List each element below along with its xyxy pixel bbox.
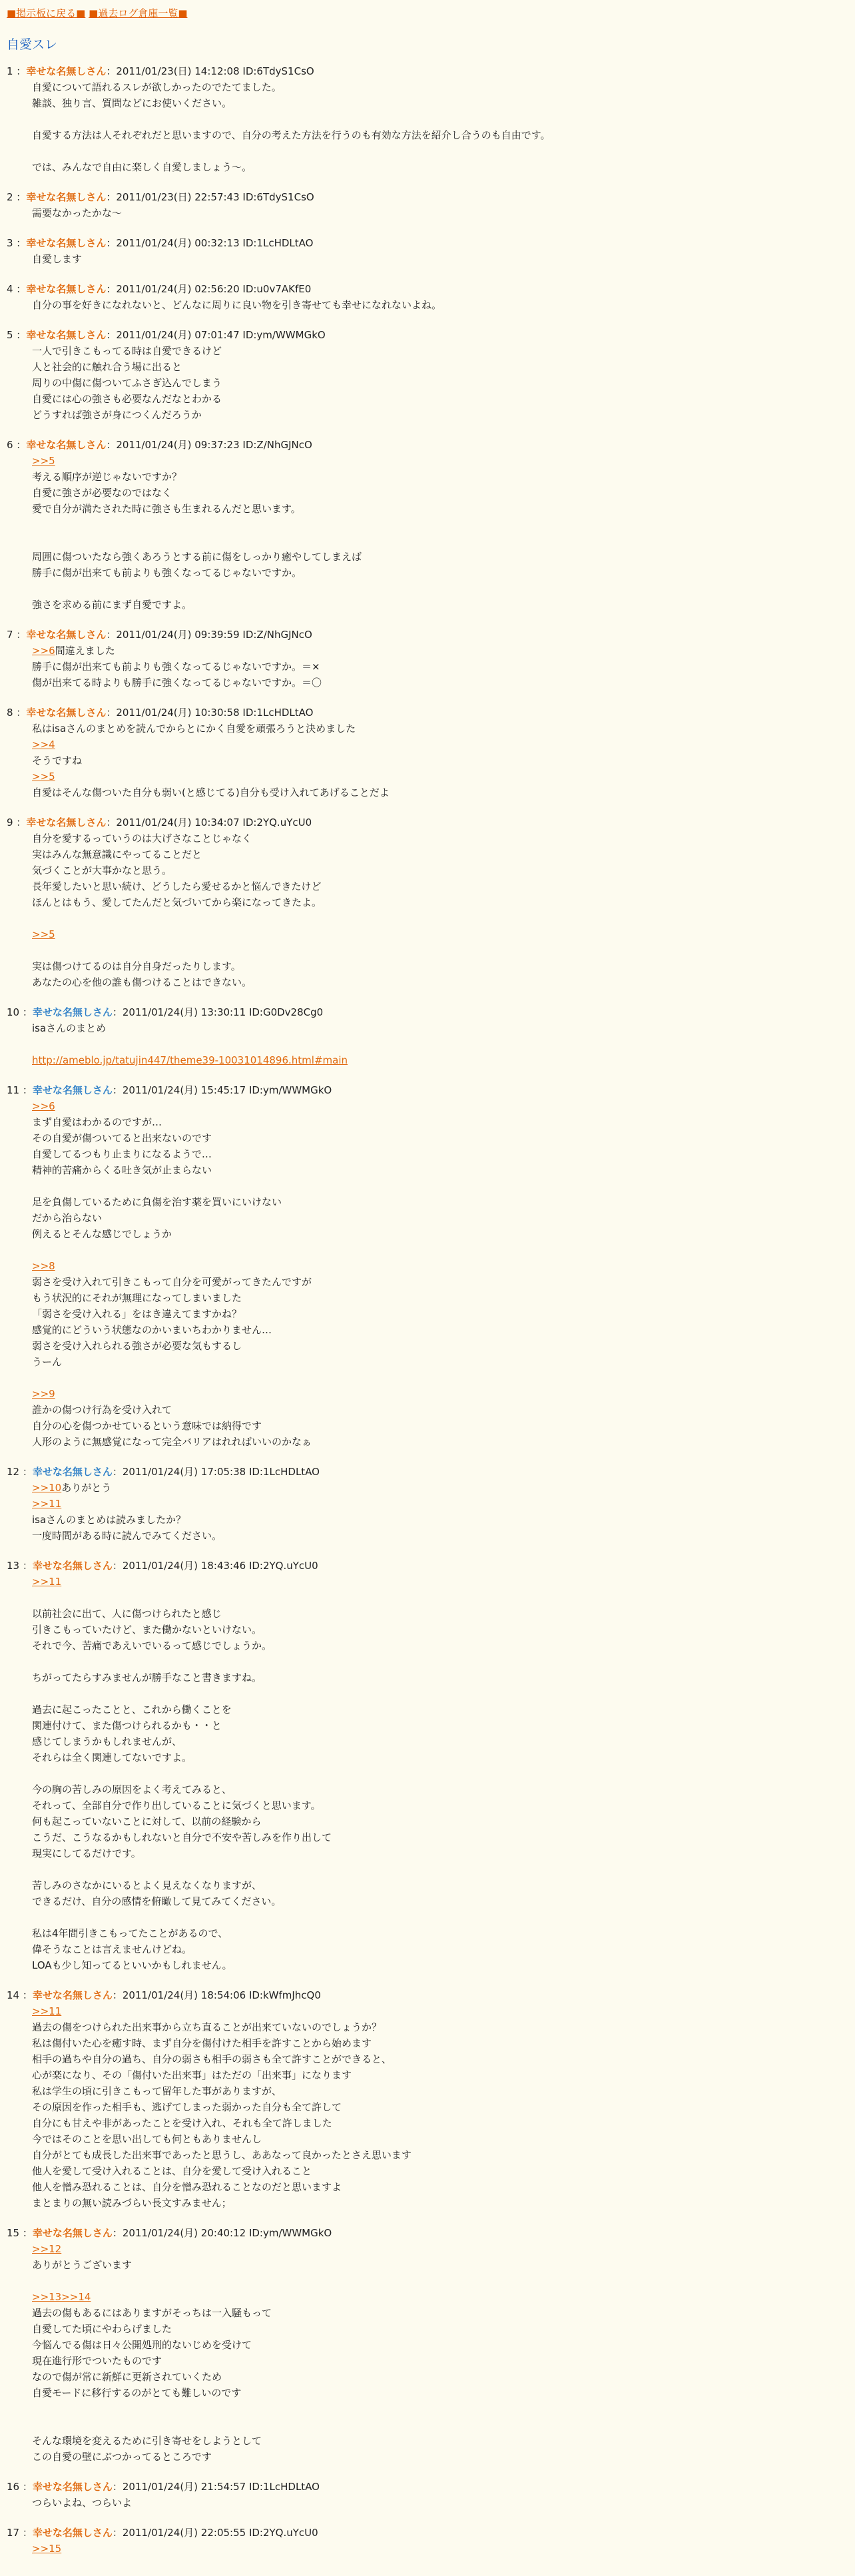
post-header	[7, 235, 848, 251]
post-line: なので傷が常に新鮮に更新されていくため	[32, 2371, 222, 2383]
post-line: 間違えました	[55, 645, 115, 657]
post-line: 現在進行形でついたものです	[32, 2355, 162, 2367]
post-line: その原因を作った相手も、逃げてしまった弱かった自分も全て許して	[32, 2101, 342, 2113]
post	[7, 1987, 848, 2211]
poster-name[interactable]: 幸せな名無しさん	[26, 283, 107, 295]
post-body	[32, 830, 848, 990]
blank-line	[32, 1686, 848, 1702]
past-log-link[interactable]: ■過去ログ倉庫一覧■	[89, 7, 188, 19]
post-line: 私は傷付いた心を癒す時、まず自分を傷付けた相手を許すことから始めます	[32, 2037, 372, 2049]
post-line: 勝手に傷が出来ても前よりも強くなってるじゃないですか。＝×	[32, 661, 320, 673]
reply-anchor-link[interactable]: >>6	[32, 645, 55, 657]
post-number: 16 ：	[7, 2481, 33, 2493]
post-header	[7, 1004, 848, 1020]
reply-anchor-link[interactable]: >>11	[32, 1498, 62, 1510]
blank-line	[32, 2417, 848, 2433]
post-line: 精神的苦痛からくる吐き気が止まらない	[32, 1164, 212, 1176]
post-line-with-anchor	[32, 1496, 848, 1512]
post-line: 周囲に傷ついたなら強くあろうとする前に傷をしっかり癒やしてしまえば	[32, 551, 362, 563]
post-line-with-anchor	[32, 2241, 848, 2257]
post-line-with-anchor	[32, 926, 848, 942]
post-line: 何も起こっていないことに対して、以前の経験から	[32, 1815, 262, 1827]
post-line-with-anchor	[32, 453, 848, 469]
post-line: 心が楽になり、その「傷付いた出来事」はただの「出来事」になります	[32, 2069, 352, 2081]
post-line: 自愛してるつもり止まりになるようで…	[32, 1148, 212, 1160]
post-line: 私は4年間引きこもってたことがあるので、	[32, 1927, 228, 1939]
post-line: 気づくことが大事かなと思う。	[32, 864, 172, 876]
post	[7, 281, 848, 313]
post-line: 苦しみのさなかにいるとよく見えなくなりますが、	[32, 1879, 262, 1891]
reply-anchor-link[interactable]: >>8	[32, 1260, 55, 1272]
post-number: 1 ：	[7, 65, 27, 77]
post-line: そんな環境を変えるために引き寄せをしようとして	[32, 2435, 262, 2447]
blank-line	[32, 1909, 848, 1925]
post-line: isaさんのまとめ	[32, 1022, 107, 1034]
reply-anchor-link[interactable]: >>6	[32, 1100, 55, 1112]
post-body	[32, 1574, 848, 1973]
blank-line	[32, 942, 848, 958]
post-line: 傷が出来てる時よりも勝手に強くなってるじゃないですか。＝〇	[32, 677, 322, 689]
post-header	[7, 2525, 848, 2541]
post-number: 12 ：	[7, 1466, 33, 1478]
post-line-with-anchor	[32, 1480, 848, 1496]
post-line: ありがとう	[61, 1482, 112, 1494]
post-line: それって、全部自分で作り出していることに気づくと思います。	[32, 1799, 321, 1811]
url-link[interactable]: http://ameblo.jp/tatujin447/theme39-10031014896.html#main	[32, 1054, 348, 1066]
reply-anchor-link[interactable]: >>13>>14	[32, 2291, 91, 2303]
post-date-id: ：2011/01/24(月) 07:01:47 ID:ym/WWMGkO	[106, 329, 326, 341]
blank-line	[32, 143, 848, 159]
post-line: 今の胸の苦しみの原因をよく考えてみると、	[32, 1783, 232, 1795]
post	[7, 1558, 848, 1973]
post-line: うーん	[32, 1356, 63, 1368]
poster-name[interactable]: 幸せな名無しさん	[26, 329, 107, 341]
reply-anchor-link[interactable]: >>9	[32, 1388, 55, 1400]
blank-line	[32, 533, 848, 549]
post-number: 17 ：	[7, 2527, 33, 2539]
post-body	[32, 2241, 848, 2465]
post-date-id: ：2011/01/24(月) 09:39:59 ID:Z/NhGJNcO	[106, 629, 312, 641]
post-date-id: ：2011/01/24(月) 15:45:17 ID:ym/WWMGkO	[112, 1084, 332, 1096]
poster-name[interactable]: 幸せな名無しさん	[26, 237, 107, 249]
post-line: 自愛します	[32, 253, 83, 265]
post-line: 過去に起こったことと、これから働くことを	[32, 1704, 232, 1716]
blank-line	[32, 1590, 848, 1606]
post-body	[32, 643, 848, 691]
poster-name[interactable]: 幸せな名無しさん	[32, 2227, 113, 2239]
post-header	[7, 627, 848, 643]
post-line: では、みんなで自由に楽しく自愛しましょう～。	[32, 161, 252, 173]
post-line: 過去の傷もあるにはありますがそっちは一入騒もって	[32, 2307, 272, 2319]
post-line: 関連付けて、また傷つけられるかも・・と	[32, 1720, 222, 1732]
post-line: ありがとうございます	[32, 2259, 133, 2271]
post-line: 実はみんな無意識にやってることだと	[32, 848, 202, 860]
post-line: 過去の傷をつけられた出来事から立ち直ることが出来ていないのでしょうか？	[32, 2021, 382, 2033]
blank-line	[32, 1242, 848, 1258]
post-line: この自愛の壁にぶつかってるところです	[32, 2451, 212, 2463]
post-line: つらいよね、つらいよ	[32, 2497, 133, 2509]
blank-line	[32, 2273, 848, 2289]
post-date-id: ：2011/01/24(月) 18:43:46 ID:2YQ.uYcU0	[112, 1560, 318, 1572]
post-line: 愛で自分が満たされた時に強さも生まれるんだと思います。	[32, 503, 301, 515]
post-line-with-anchor	[32, 769, 848, 785]
post-body	[32, 1020, 848, 1068]
poster-name[interactable]: 幸せな名無しさん	[26, 439, 107, 451]
reply-anchor-link[interactable]: >>15	[32, 2543, 62, 2555]
post-body	[32, 251, 848, 267]
post	[7, 189, 848, 221]
poster-name[interactable]: 幸せな名無しさん	[32, 1084, 113, 1096]
post-line: あなたの心を他の誰も傷つけることはできない。	[32, 976, 252, 988]
blank-line	[32, 1036, 848, 1052]
blank-line	[32, 1654, 848, 1670]
post-header	[7, 1987, 848, 2003]
post-date-id: ：2011/01/24(月) 22:05:55 ID:2YQ.uYcU0	[112, 2527, 318, 2539]
post-line: 現実にしてるだけです。	[32, 1847, 141, 1859]
post-date-id: ：2011/01/23(日) 14:12:08 ID:6TdyS1CsO	[106, 65, 314, 77]
reply-anchor-link[interactable]: >>4	[32, 739, 55, 751]
post-body	[32, 2495, 848, 2511]
post-number: 13 ：	[7, 1560, 33, 1572]
post-number: 14 ：	[7, 1989, 33, 2001]
blank-line	[32, 1178, 848, 1194]
post	[7, 2525, 848, 2557]
post-line: だから治らない	[32, 1212, 103, 1224]
post-line: まず自愛はわかるのですが…	[32, 1116, 162, 1128]
post	[7, 1004, 848, 1068]
post-date-id: ：2011/01/24(月) 02:56:20 ID:u0v7AKfE0	[106, 283, 312, 295]
poster-name[interactable]: 幸せな名無しさん	[32, 1466, 113, 1478]
post	[7, 2479, 848, 2511]
post-header	[7, 1558, 848, 1574]
post-date-id: ：2011/01/24(月) 17:05:38 ID:1LcHDLtAO	[112, 1466, 320, 1478]
post-number: 15 ：	[7, 2227, 33, 2239]
post-line: 自分の心を傷つかせているという意味では納得です	[32, 1420, 262, 1432]
post-line: 以前社会に出て、人に傷つけられたと感じ	[32, 1608, 222, 1620]
post-number: 8 ：	[7, 707, 27, 719]
post-line: 自愛してた頃にやわらげました	[32, 2323, 172, 2335]
post-line: 今ではそのことを思い出しても何ともありませんし	[32, 2133, 262, 2145]
post-line: 人と社会的に触れ合う場に出ると	[32, 361, 182, 373]
post-line: ちがってたらすみませんが勝手なこと書きますね。	[32, 1672, 262, 1684]
post-line: 偉そうなことは言えませんけどね。	[32, 1943, 192, 1955]
post-line: どうすれば強さが身につくんだろうか	[32, 409, 202, 421]
poster-name[interactable]: 幸せな名無しさん	[32, 1560, 113, 1572]
post-line: 雑談、独り言、質問などにお使いください。	[32, 97, 232, 109]
post	[7, 814, 848, 990]
post-line: 私はisaさんのまとめを読んでからとにかく自愛を頑張ろうと決めました	[32, 723, 356, 735]
post-date-id: ：2011/01/24(月) 18:54:06 ID:kWfmJhcQ0	[112, 1989, 321, 2001]
post-line-with-anchor	[32, 1386, 848, 1402]
post-line: isaさんのまとめは読みましたか？	[32, 1514, 186, 1526]
post-header	[7, 2479, 848, 2495]
post-header	[7, 814, 848, 830]
post-line: 自分がとても成長した出来事であったと思うし、ああなって良かったとさえ思います	[32, 2149, 412, 2161]
blank-line	[32, 1766, 848, 1781]
post-line: 自分の事を好きになれないと、どんなに周りに良い物を引き寄せても幸せになれないよね。	[32, 299, 442, 311]
post-line: 誰かの傷つけ行為を受け入れて	[32, 1404, 172, 1416]
post-line: 自愛には心の強さも必要なんだなとわかる	[32, 393, 222, 405]
post-line: こうだ、こうなるかもしれないと自分で不安や苦しみを作り出して	[32, 1831, 332, 1843]
reply-anchor-link[interactable]: >>11	[32, 1576, 62, 1588]
post-line-with-anchor	[32, 737, 848, 753]
post-number: 2 ：	[7, 191, 27, 203]
post-line: もう状況的にそれが無理になってしまいました	[32, 1292, 242, 1304]
post-line: まとまりの無い読みづらい長文すみません；	[32, 2197, 232, 2209]
post-line-with-anchor	[32, 2289, 848, 2305]
post-line: 一度時間がある時に読んでみてください。	[32, 1530, 222, 1542]
post-line: 自愛する方法は人それぞれだと思いますので、自分の考えた方法を行うのも有効な方法を紹介し合うのも自由です。	[32, 129, 551, 141]
post-line: 自分を愛するっていうのは大げさなことじゃなく	[32, 832, 252, 844]
post-line: LOAも少し知ってるといいかもしれません。	[32, 1959, 232, 1971]
post	[7, 2225, 848, 2465]
post-line: 弱さを受け入れられる強さが必要な気もするし	[32, 1340, 242, 1352]
post-date-id: ：2011/01/24(月) 10:30:58 ID:1LcHDLtAO	[106, 707, 314, 719]
post-header	[7, 63, 848, 79]
poster-name[interactable]: 幸せな名無しさん	[26, 816, 107, 828]
post-date-id: ：2011/01/24(月) 09:37:23 ID:Z/NhGJNcO	[106, 439, 312, 451]
reply-anchor-link[interactable]: >>10	[32, 1482, 62, 1494]
post-line: 他人を憎み恐れることは、自分を憎み恐れることなのだと思いますよ	[32, 2181, 342, 2193]
post-line: 相手の過ちや自分の過ち、自分の弱さも相手の弱さも全て許すことができると、	[32, 2053, 392, 2065]
post-body	[32, 343, 848, 423]
post-number: 4 ：	[7, 283, 27, 295]
post-line: それで今、苦痛であえいでいるって感じでしょうか。	[32, 1640, 272, 1652]
poster-name[interactable]: 幸せな名無しさん	[26, 707, 107, 719]
post	[7, 1082, 848, 1450]
poster-name[interactable]: 幸せな名無しさん	[32, 1006, 113, 1018]
blank-line	[32, 1861, 848, 1877]
post	[7, 627, 848, 691]
post-number: 10 ：	[7, 1006, 33, 1018]
post-body	[32, 79, 848, 175]
post-line: 「弱さを受け入れる」をはき違えてますかね？	[32, 1308, 242, 1320]
post-line: 自分にも甘えや非があったことを受け入れ、それも全て許しました	[32, 2117, 332, 2129]
reply-anchor-link[interactable]: >>11	[32, 2005, 62, 2017]
post-number: 3 ：	[7, 237, 27, 249]
post-line: 周りの中傷に傷ついてふさぎ込んでしまう	[32, 377, 222, 389]
post-header	[7, 189, 848, 205]
poster-name[interactable]: 幸せな名無しさん	[32, 2527, 113, 2539]
post	[7, 235, 848, 267]
post-line-with-anchor	[32, 1258, 848, 1274]
post-line: 実は傷つけてるのは自分自身だったりします。	[32, 960, 241, 972]
post-line: 長年愛したいと思い続け、どうしたら愛せるかと悩んできたけど	[32, 880, 322, 892]
reply-anchor-link[interactable]: >>5	[32, 455, 55, 467]
post-line: 他人を愛して受け入れることは、自分を愛して受け入れること	[32, 2165, 312, 2177]
post-header	[7, 281, 848, 297]
blank-line	[32, 517, 848, 533]
post	[7, 327, 848, 423]
blank-line	[32, 2401, 848, 2417]
post-date-id: ：2011/01/24(月) 13:30:11 ID:G0Dv28Cg0	[112, 1006, 324, 1018]
post-body	[32, 1098, 848, 1450]
post-line-with-anchor	[32, 1574, 848, 1590]
post-list	[7, 63, 848, 2557]
post-number: 5 ：	[7, 329, 27, 341]
reply-anchor-link[interactable]: >>5	[32, 928, 55, 940]
post-line: 自愛について語れるスレが欲しかったのでたてました。	[32, 81, 282, 93]
post-line-with-link	[32, 1052, 848, 1068]
post-line: 自愛に強さが必要なのではなく	[32, 487, 172, 499]
post-date-id: ：2011/01/23(日) 22:57:43 ID:6TdyS1CsO	[106, 191, 314, 203]
post-line: その自愛が傷ついてると出来ないのです	[32, 1132, 212, 1144]
post-line: 人形のように無感覚になって完全バリアはれればいいのかなぁ	[32, 1436, 312, 1448]
poster-name[interactable]: 幸せな名無しさん	[26, 65, 107, 77]
post-line-with-anchor	[32, 1098, 848, 1114]
reply-anchor-link[interactable]: >>5	[32, 771, 55, 783]
post-number: 6 ：	[7, 439, 27, 451]
top-nav	[7, 5, 848, 21]
post-date-id: ：2011/01/24(月) 20:40:12 ID:ym/WWMGkO	[112, 2227, 332, 2239]
post-body	[32, 205, 848, 221]
post-line: 自愛はそんな傷ついた自分も弱い(と感じてる)自分も受け入れてあげることだよ	[32, 787, 390, 799]
post-header	[7, 2225, 848, 2241]
post-header	[7, 437, 848, 453]
blank-line	[32, 581, 848, 597]
post-line-with-anchor	[32, 643, 848, 659]
post-body	[32, 453, 848, 613]
poster-name[interactable]: 幸せな名無しさん	[32, 2481, 113, 2493]
post-line-with-anchor	[32, 2541, 848, 2557]
post-body	[32, 721, 848, 801]
post-line: できるだけ、自分の感情を俯瞰して見てみてください。	[32, 1895, 282, 1907]
post-line: そうですね	[32, 755, 83, 767]
post-body	[32, 2541, 848, 2557]
poster-name[interactable]: 幸せな名無しさん	[32, 1989, 113, 2001]
poster-name[interactable]: 幸せな名無しさん	[26, 191, 107, 203]
post-line: 感じてしまうかもしれませんが、	[32, 1736, 182, 1748]
post-number: 9 ：	[7, 816, 27, 828]
post-line: それらは全く関連してないですよ。	[32, 1752, 192, 1764]
post-line: 例えるとそんな感じでしょうか	[32, 1228, 172, 1240]
post-line: 考える順序が逆じゃないですか？	[32, 471, 182, 483]
post-line: 需要なかったかな～	[32, 207, 123, 219]
post-body	[32, 1480, 848, 1544]
post-line: ほんとはもう、愛してたんだと気づいてから楽になってきたよ。	[32, 896, 322, 908]
blank-line	[32, 1370, 848, 1386]
reply-anchor-link[interactable]: >>12	[32, 2243, 62, 2255]
post	[7, 1464, 848, 1544]
post-line: 足を負傷しているために負傷を治す薬を買いにいけない	[32, 1196, 282, 1208]
post-header	[7, 1082, 848, 1098]
thread-title: 自愛スレ	[7, 37, 58, 52]
post-line: 自愛モードに移行するのがとても難しいのです	[32, 2387, 242, 2399]
post-line: 一人で引きこもってる時は自愛できるけど	[32, 345, 222, 357]
post-date-id: ：2011/01/24(月) 00:32:13 ID:1LcHDLtAO	[106, 237, 314, 249]
post-header	[7, 1464, 848, 1480]
poster-name[interactable]: 幸せな名無しさん	[26, 629, 107, 641]
post	[7, 63, 848, 175]
post-body	[32, 2003, 848, 2211]
post	[7, 705, 848, 801]
post	[7, 437, 848, 613]
post-number: 7 ：	[7, 629, 27, 641]
post-header	[7, 705, 848, 721]
post-line: 私は学生の頃に引きこもって留年した事がありますが、	[32, 2085, 282, 2097]
post-line: 今悩んでる傷は日々公開処刑的ないじめを受けて	[32, 2339, 252, 2351]
post-date-id: ：2011/01/24(月) 10:34:07 ID:2YQ.uYcU0	[106, 816, 312, 828]
blank-line	[32, 910, 848, 926]
post-line: 強さを求める前にまず自愛ですよ。	[32, 599, 192, 611]
post-header	[7, 327, 848, 343]
post-number: 11 ：	[7, 1084, 33, 1096]
post-line: 勝手に傷が出来ても前よりも強くなってるじゃないですか。	[32, 567, 302, 579]
back-to-board-link[interactable]: ■掲示板に戻る■	[7, 7, 86, 19]
blank-line	[32, 111, 848, 127]
post-line: 弱さを受け入れて引きこもって自分を可愛がってきたんですが	[32, 1276, 312, 1288]
post-line: 引きこもっていたけど、また働かないといけない。	[32, 1624, 262, 1636]
post-line-with-anchor	[32, 2003, 848, 2019]
post-line: 感覚的にどういう状態なのかいまいちわかりません…	[32, 1324, 272, 1336]
post-body	[32, 297, 848, 313]
post-date-id: ：2011/01/24(月) 21:54:57 ID:1LcHDLtAO	[112, 2481, 320, 2493]
